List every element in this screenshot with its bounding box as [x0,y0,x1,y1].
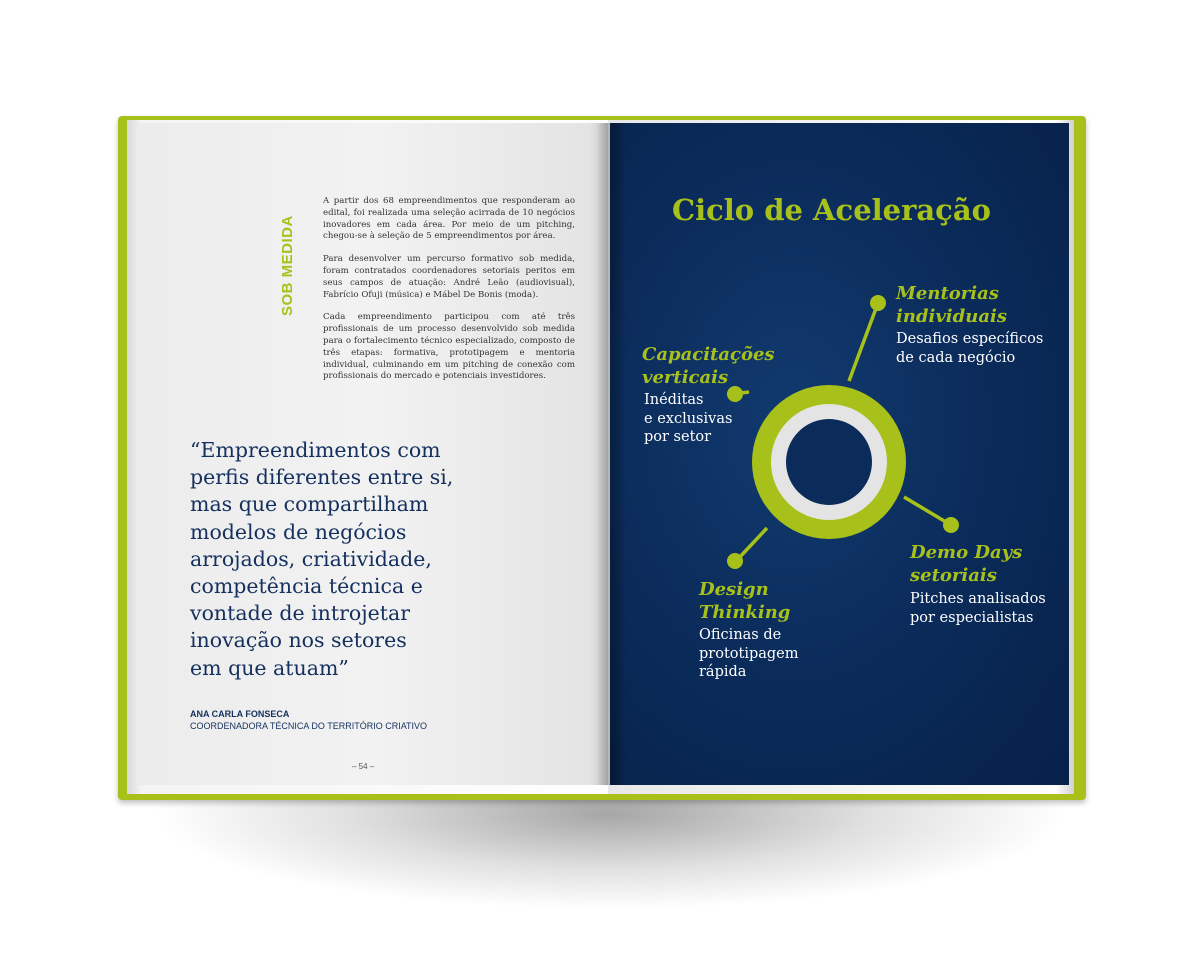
heading-line: Demo Days [910,542,1023,563]
quote-line: em que atuam” [190,655,349,680]
node-design-thinking-heading [699,578,790,624]
connector-mentorias [849,303,878,381]
heading-line: verticais [642,367,729,388]
pull-quote [190,437,510,682]
description-line: rápida [699,664,747,680]
quote-line: inovação nos setores [190,628,407,653]
heading-line: Design [699,579,769,600]
description-line: por setor [644,429,712,445]
node-mentorias-description [896,330,1043,367]
node-dot-design-thinking [727,553,743,569]
heading-line: Thinking [699,602,791,623]
book-shadow [150,790,1070,910]
quote-line: modelos de negócios [190,519,407,544]
quote-line: perfis diferentes entre si, [190,465,454,490]
author-name: ANA CARLA FONSECA [190,709,290,719]
heading-line: individuais [896,306,1007,327]
node-design-thinking-description [699,626,799,682]
paragraph-2: Para desenvolver um percurso formativo sob medida, foram contratados coordenadores setoriais peritos em seus campos de atuação: André Leão (audiovisual), Fabrício Ofuji (música) e Mábel De Bonis (moda). [323,254,575,300]
node-capacitacoes-description [644,391,732,447]
description-line: Oficinas de [699,627,782,643]
connector-demo-days [904,497,951,525]
description-line: Desafios específicos [896,331,1044,347]
ring-center [786,419,872,505]
description-line: Pitches analisados [910,591,1046,607]
description-line: prototipagem [699,645,799,662]
description-line: e exclusivas [644,410,733,427]
description-line: de cada negócio [896,349,1016,366]
quote-line: arrojados, criatividade, [190,546,432,571]
spine-shadow [596,123,626,785]
body-text [323,196,575,394]
acceleration-cycle-diagram [610,123,1069,785]
paragraph-1: A partir dos 68 empreendimentos que responderam ao edital, foi realizada uma seleção acirrada de 10 negócios inovadores em cada área. Por meio de um pitching, chegou-se à seleção de 5 empreendimentos por área. [323,196,575,242]
node-capacitacoes-heading [642,343,775,389]
diagram-title: Ciclo de Aceleração [672,193,991,227]
heading-line: Capacitações [642,344,775,365]
author-role: COORDENADORA TÉCNICA DO TERRITÓRIO CRIATIVO [190,721,428,731]
node-dot-mentorias [870,295,886,311]
node-demo-days-description [910,590,1046,627]
section-label: SOB MEDIDA [279,215,296,316]
quote-line: competência técnica e [190,574,423,599]
heading-line: Mentorias [896,283,999,304]
node-mentorias-heading [896,282,1007,328]
quote-line: “Empreendimentos com [190,438,441,462]
node-dot-demo-days [943,517,959,533]
quote-attribution [190,708,427,732]
heading-line: setoriais [910,565,997,586]
quote-line: vontade de introjetar [190,601,411,626]
node-demo-days-heading [910,541,1022,587]
page-number: – 54 – [352,762,375,771]
description-line: Inéditas [644,392,704,408]
connector-design-thinking [738,528,767,559]
description-line: por especialistas [910,609,1034,626]
paragraph-3: Cada empreendimento participou com até três profissionais de um processo desenvolvido sob medida para o fortalecimento técnico especializado, composto de três etapas: formativa, prototipagem e mentoria individual, culminando em um pitching de conexão com profissionais do mercado e potenciais investidores. [323,312,575,382]
quote-line: mas que compartilham [190,492,429,517]
